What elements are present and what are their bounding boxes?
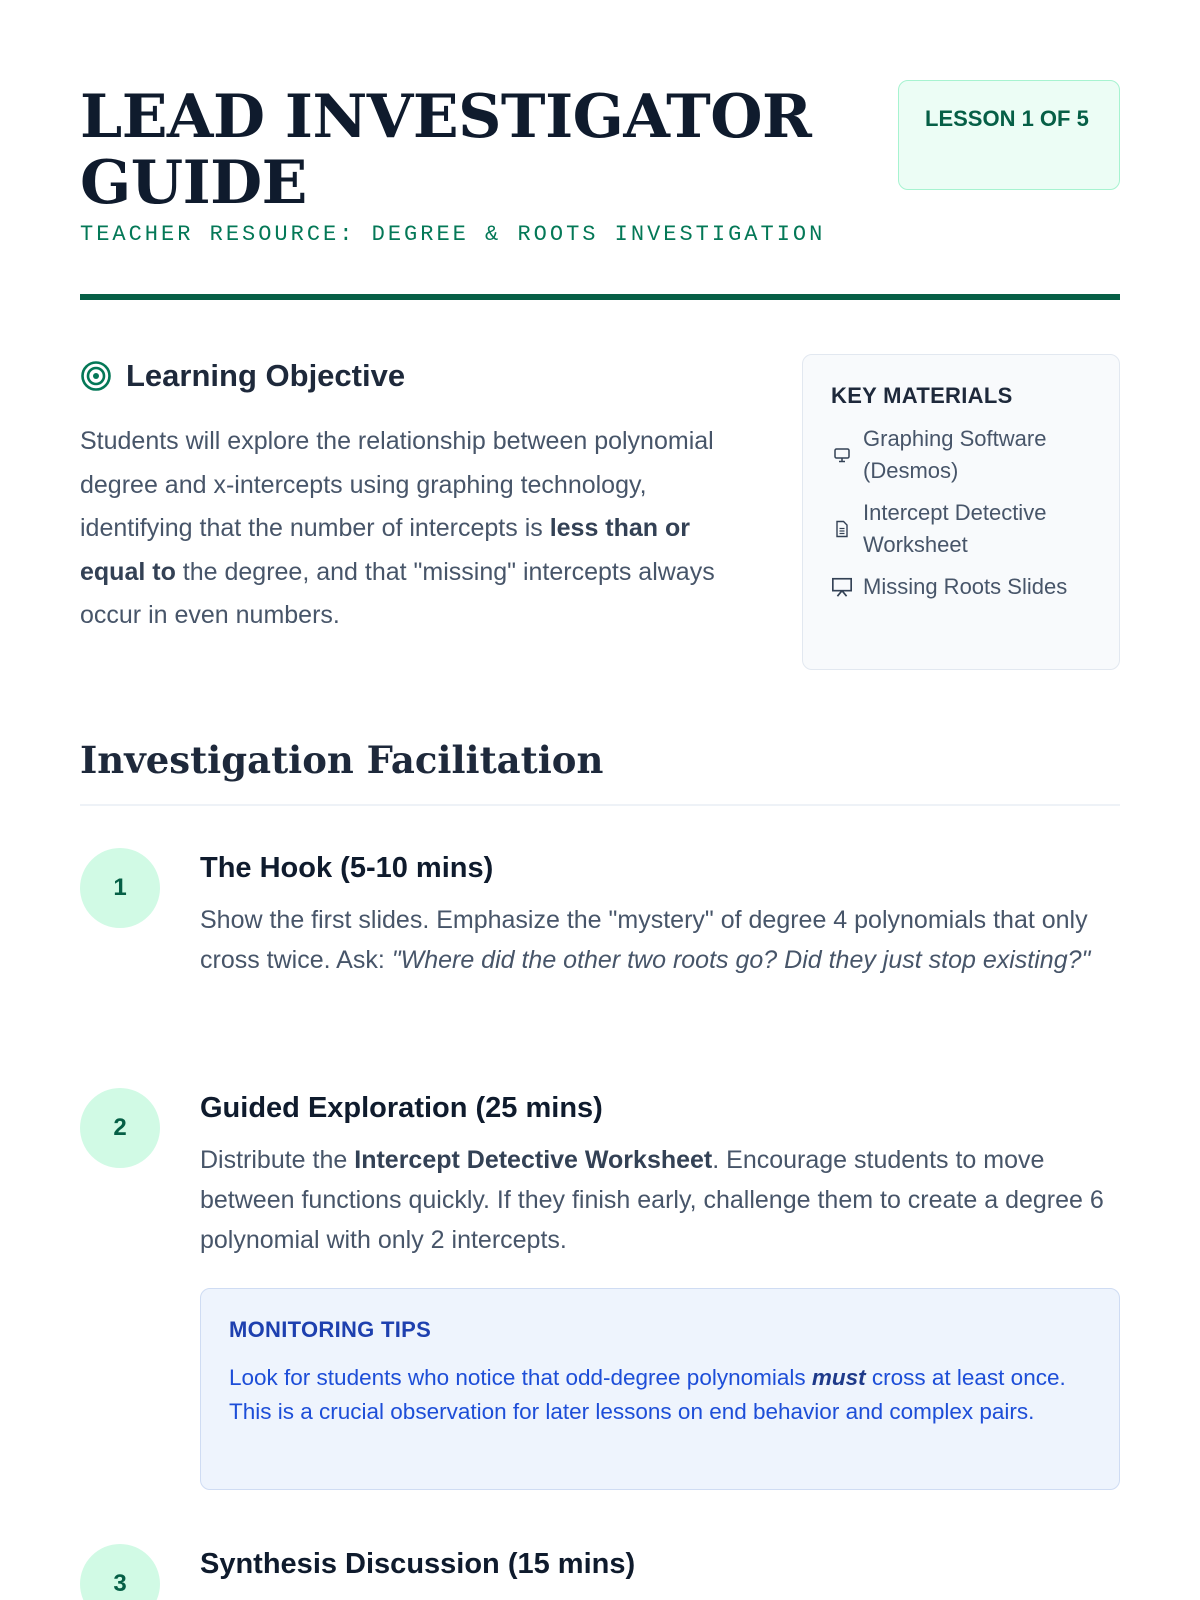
tips-text	[229, 1361, 1091, 1429]
step-title: Guided Exploration (25 mins)	[200, 1092, 603, 1124]
objective-text-part: the degree, and that "missing" intercepts always occur in even numbers.	[80, 557, 715, 629]
step-number-badge: 2	[80, 1088, 160, 1168]
target-icon	[80, 360, 112, 392]
step-title: Synthesis Discussion (15 mins)	[200, 1548, 636, 1580]
material-label: Missing Roots Slides	[863, 574, 1068, 599]
step-number-badge: 3	[80, 1544, 160, 1600]
page-subtitle: TEACHER RESOURCE: DEGREE & ROOTS INVESTIGATION	[80, 222, 826, 247]
page-title: LEAD INVESTIGATOR GUIDE	[80, 82, 812, 218]
step-body	[200, 1088, 1120, 1260]
step-text-part: Show the first slides. Emphasize the "mystery" of degree 4 polynomials that only cross twice. Ask:	[200, 906, 1088, 974]
presentation-icon	[831, 575, 853, 599]
objective-text	[80, 420, 750, 638]
step-text	[200, 1140, 1120, 1260]
objective-text-part: Students will explore the relationship between polynomial degree and x-intercepts using graphing technology, identifying that the number of intercepts is	[80, 427, 714, 542]
objective-heading	[80, 352, 750, 400]
tips-title: MONITORING TIPS	[229, 1317, 432, 1342]
key-materials-card	[802, 354, 1120, 670]
tips-text-part: Look for students who notice that odd-degree polynomials	[229, 1365, 812, 1390]
step-number-badge: 1	[80, 848, 160, 928]
header-divider	[80, 294, 1120, 300]
step-body	[200, 1544, 1120, 1584]
material-item	[831, 423, 1093, 487]
materials-title: KEY MATERIALS	[831, 383, 1013, 408]
guide-header	[80, 80, 1120, 300]
section-divider	[80, 804, 1120, 806]
step-emphasis: Intercept Detective Worksheet	[354, 1146, 713, 1174]
material-item	[831, 497, 1093, 561]
step-title: The Hook (5-10 mins)	[200, 852, 494, 884]
lesson-badge: LESSON 1 OF 5	[898, 80, 1120, 190]
monitor-icon	[831, 446, 853, 464]
section-title: Investigation Facilitation	[80, 738, 604, 782]
objective-title: Learning Objective	[126, 358, 406, 393]
tips-emphasis: must	[811, 1365, 866, 1390]
material-label: Graphing Software (Desmos)	[863, 426, 1047, 483]
monitoring-tips-callout	[200, 1288, 1120, 1490]
teacher-guide-page	[80, 0, 1120, 1600]
material-item	[831, 571, 1093, 603]
learning-objective-section	[80, 352, 750, 638]
step-body	[200, 848, 1120, 980]
objective-emphasis: less than or equal to	[80, 514, 691, 586]
step-text-part: . Encourage students to move between functions quickly. If they finish early, challenge them to create a degree 6 polynomial with only 2 intercepts.	[200, 1146, 1104, 1254]
material-label: Intercept Detective Worksheet	[863, 500, 1047, 557]
document-icon	[831, 520, 853, 538]
step-text-part: Distribute the	[200, 1146, 355, 1174]
step-quote: "Where did the other two roots go? Did they just stop existing?"	[391, 946, 1091, 974]
tips-text-part: cross at least once. This is a crucial observation for later lessons on end behavior and complex pairs.	[229, 1365, 1066, 1424]
step-text	[200, 900, 1120, 980]
